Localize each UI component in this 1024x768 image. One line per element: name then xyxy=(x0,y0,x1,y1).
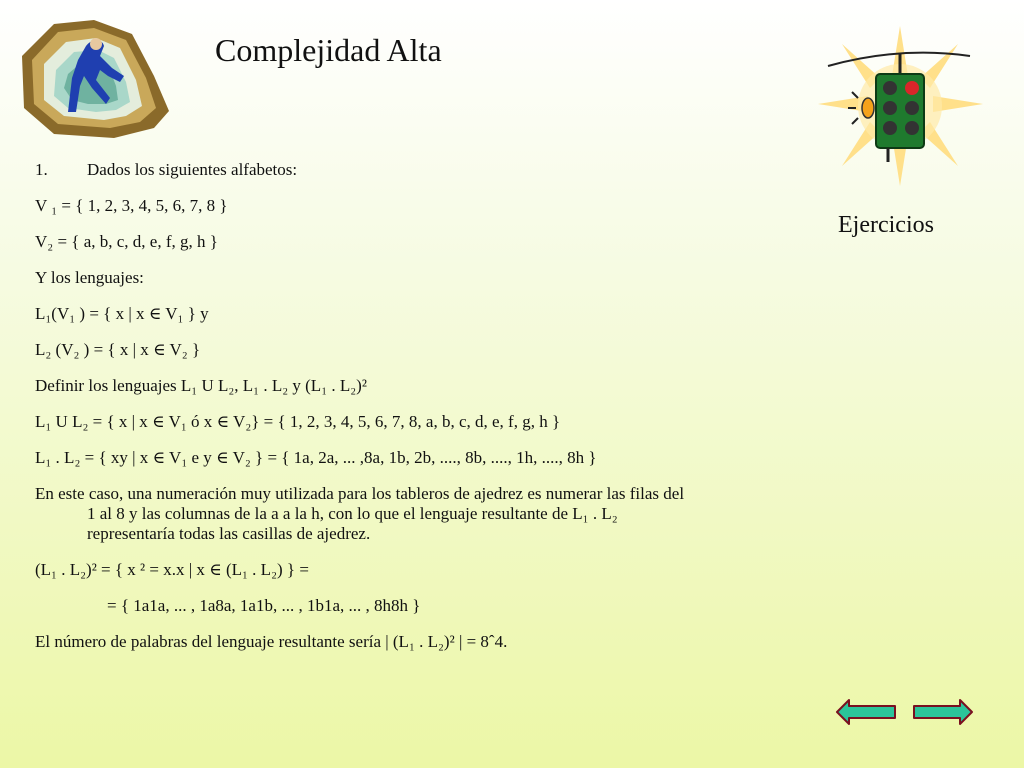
union-result: L₁ U L₂ = { x | x ∈ V₁ ó x ∈ V₂} = { 1, 2, 3, 4, 5, 6, 7, 8, a, b, c, d, e, f, g, h } xyxy=(35,412,561,431)
word-count: El número de palabras del lenguaje resultante sería | (L₁ . L₂)² | = 8ˆ4. xyxy=(35,632,508,651)
item-text: Dados los siguientes alfabetos: xyxy=(87,160,298,179)
climbing-person-icon xyxy=(14,16,174,146)
item-number: 1. xyxy=(35,160,48,179)
alphabet-v2: V₂ = { a, b, c, d, e, f, g, h } xyxy=(35,232,218,251)
exercise-content xyxy=(35,160,995,668)
language-l1: L₁(V₁ ) = { x | x ∈ V₁ } y xyxy=(35,304,209,323)
chess-paragraph xyxy=(35,484,995,544)
square-result: = { 1a1a, ... , 1a8a, 1a1b, ... , 1b1a, ... , 8h8h } xyxy=(107,596,421,615)
languages-intro: Y los lenguajes: xyxy=(35,268,144,287)
chess-line-3: representaría todas las casillas de ajedrez. xyxy=(87,524,371,543)
arrow-right-icon[interactable] xyxy=(912,698,974,726)
exercise-item xyxy=(35,160,995,180)
chess-line-2: 1 al 8 y las columnas de la a a la h, con lo que el lenguaje resultante de L₁ . L₂ xyxy=(87,504,618,523)
language-l2: L₂ (V₂ ) = { x | x ∈ V₂ } xyxy=(35,340,201,359)
alphabet-v1: V ₁ = { 1, 2, 3, 4, 5, 6, 7, 8 } xyxy=(35,196,228,215)
concat-result: L₁ . L₂ = { xy | x ∈ V₁ e y ∈ V₂ } = { 1a, 2a, ... ,8a, 1b, 2b, ...., 8b, ...., 1h, ...., 8h } xyxy=(35,448,597,467)
square-definition: (L₁ . L₂)² = { x ² = x.x | x ∈ (L₁ . L₂) } = xyxy=(35,560,309,579)
page-title: Complejidad Alta xyxy=(215,32,442,68)
arrow-left-icon[interactable] xyxy=(835,698,897,726)
define-languages: Definir los lenguajes L₁ U L₂, L₁ . L₂ y (L₁ . L₂)² xyxy=(35,376,367,395)
section-label: Ejercicios xyxy=(838,212,934,238)
chess-line-1: En este caso, una numeración muy utilizada para los tableros de ajedrez es numerar las filas del xyxy=(35,484,685,503)
